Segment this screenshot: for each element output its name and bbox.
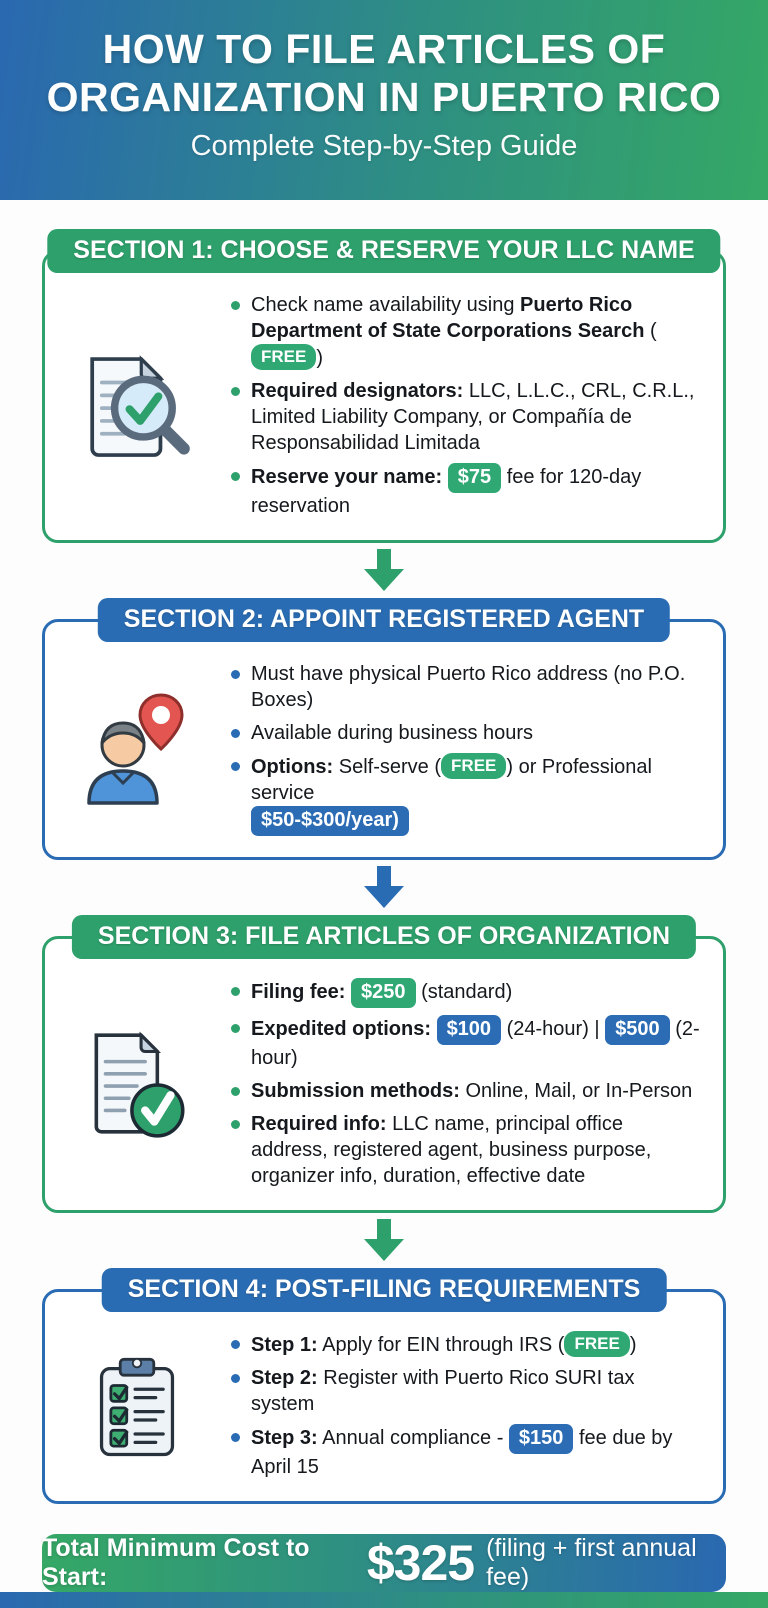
total-amount: $325	[366, 1535, 475, 1591]
text-segment: (	[644, 320, 657, 342]
text-segment: Step 1:	[251, 1334, 318, 1356]
text-segment: Check name availability using	[251, 294, 521, 316]
total-note: (filing + first annual fee)	[486, 1534, 697, 1591]
bullet-item	[227, 1365, 703, 1417]
text-segment: Filing fee:	[251, 981, 346, 1003]
text-segment: Puerto Rico Department of State Corporations Search	[251, 294, 645, 342]
bullet-item	[227, 463, 703, 519]
free-badge: FREE	[251, 344, 316, 370]
down-arrow-icon	[364, 866, 404, 908]
section-card	[42, 250, 726, 543]
down-arrow-icon	[364, 549, 404, 591]
page-title	[0, 26, 768, 122]
section-card	[42, 1289, 726, 1504]
text-segment: Step 2:	[251, 1367, 318, 1389]
text-segment: (standard)	[415, 981, 513, 1003]
bullet-list	[227, 1324, 703, 1487]
bullet-item	[227, 1331, 703, 1358]
section-1-choose-name	[42, 236, 726, 543]
page-title-line1: HOW TO FILE ARTICLES OF	[102, 26, 666, 72]
bullet-item	[227, 720, 703, 746]
text-segment: Available during business hours	[251, 722, 534, 744]
free-badge: FREE	[564, 1331, 629, 1357]
price-badge: $100	[437, 1015, 502, 1045]
bullet-item	[227, 1078, 703, 1104]
page-header	[0, 0, 768, 200]
price-badge: $500	[605, 1015, 670, 1045]
bullet-item	[227, 753, 703, 836]
text-segment: Self-serve (	[333, 756, 442, 778]
text-segment: fee for 120-day reservation	[251, 466, 642, 517]
text-segment: Reserve your name:	[251, 466, 443, 488]
text-segment: Must have physical Puerto Rico address (no P.O. Boxes)	[251, 663, 686, 711]
text-segment: Submission methods:	[251, 1080, 460, 1102]
total-cost-banner	[42, 1534, 726, 1592]
text-segment: Required info:	[251, 1113, 387, 1135]
section-title-pill: SECTION 1: CHOOSE & RESERVE YOUR LLC NAME	[47, 229, 720, 273]
section-3-file-articles	[42, 922, 726, 1213]
price-badge: $75	[448, 463, 501, 493]
text-segment: Annual compliance -	[317, 1427, 509, 1449]
section-2-registered-agent	[42, 605, 726, 860]
text-segment: LLC name, principal office address, registered agent, business purpose, organizer info, duration, effective date	[251, 1113, 652, 1187]
section-title-pill: SECTION 2: APPOINT REGISTERED AGENT	[98, 598, 670, 642]
free-badge: FREE	[441, 753, 506, 779]
text-segment: Apply for EIN through IRS (	[317, 1334, 565, 1356]
section-card	[42, 619, 726, 860]
bottom-gradient-bar	[0, 1592, 768, 1608]
text-segment: (2-hour)	[251, 1018, 700, 1069]
text-segment: ) or Professional service	[251, 756, 652, 804]
page-title-line2: ORGANIZATION IN PUERTO RICO	[46, 73, 722, 120]
bullet-item	[227, 1015, 703, 1071]
document-search-icon	[63, 342, 211, 470]
bullet-list	[227, 654, 703, 843]
bullet-item	[227, 1424, 703, 1480]
text-segment: )	[316, 347, 324, 369]
section-title-pill: SECTION 4: POST-FILING REQUIREMENTS	[102, 1268, 667, 1312]
section-4-post-filing	[42, 1275, 726, 1504]
text-segment: LLC, L.L.C., CRL, C.R.L., Limited Liability Company, or Compañía de Responsabilidad Limitada	[251, 380, 695, 454]
bullet-item	[227, 378, 703, 456]
section-title-pill: SECTION 3: FILE ARTICLES OF ORGANIZATION	[72, 915, 696, 959]
bullet-item	[227, 1111, 703, 1189]
bullet-item	[227, 292, 703, 371]
text-segment: fee due by April 15	[251, 1427, 673, 1478]
registered-agent-icon	[63, 689, 211, 809]
text-segment: Step 3:	[251, 1427, 318, 1449]
text-segment: (24-hour) |	[501, 1018, 606, 1040]
bullet-list	[227, 285, 703, 526]
price-badge: $50-$300/year)	[251, 806, 409, 836]
price-badge: $150	[509, 1424, 574, 1454]
text-segment	[431, 1018, 437, 1040]
bullet-item	[227, 661, 703, 713]
page-subtitle: Complete Step-by-Step Guide	[190, 129, 578, 162]
text-segment: Online, Mail, or In-Person	[459, 1080, 693, 1102]
text-segment	[442, 466, 448, 488]
text-segment: )	[629, 1334, 637, 1356]
price-badge: $250	[351, 978, 416, 1008]
checklist-clipboard-icon	[63, 1350, 211, 1462]
down-arrow-icon	[364, 1219, 404, 1261]
text-segment: Required designators:	[251, 380, 464, 402]
document-check-icon	[63, 1023, 211, 1145]
section-card	[42, 936, 726, 1213]
bullet-list	[227, 971, 703, 1196]
text-segment: Expedited options:	[251, 1018, 431, 1040]
text-segment: Options:	[251, 756, 334, 778]
text-segment: Register with Puerto Rico SURI tax system	[251, 1367, 635, 1415]
bullet-item	[227, 978, 703, 1008]
total-label: Total Minimum Cost to Start:	[42, 1534, 310, 1591]
